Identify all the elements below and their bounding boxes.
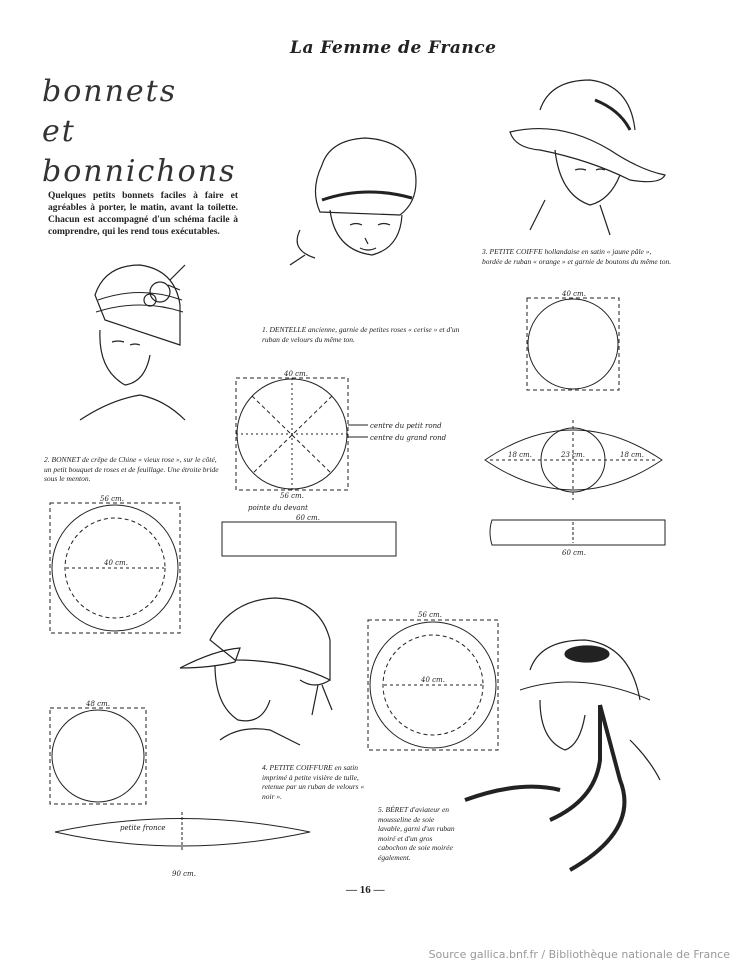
dim-23cm: 23 cm. — [561, 451, 585, 459]
source-credit: Source gallica.bnf.fr / Bibliothèque nationale de France — [428, 948, 730, 961]
pattern-1-band — [222, 522, 396, 556]
caption-3: 3. PETITE COIFFE hollandaise en satin « jaune pâle », bordée de ruban « orange » et garnie de boutons du même ton. — [482, 247, 672, 266]
intro-paragraph: Quelques petits bonnets faciles à faire et agréables à porter, le matin, avant la toilette. Chacun est accompagné d'un schéma facile à comprendre, qui les rend tous exécutables. — [48, 191, 238, 237]
annotation-gather: petite fronce — [120, 824, 166, 832]
dim-40cm-lace: 40 cm. — [284, 370, 308, 378]
annotation-centre-small: centre du petit rond — [370, 422, 442, 430]
title-line-3: bonnichons — [42, 154, 237, 189]
caption-1: 1. DENTELLE ancienne, garnie de petites roses « cerise » et d'un ruban de velours du même ton. — [262, 325, 460, 344]
masthead: La Femme de France — [290, 38, 497, 58]
pattern-1-lace-circle — [236, 378, 368, 490]
caption-2: 2. BONNET de crêpe de Chine « vieux rose », sur le côté, un petit bouquet de roses et de feuillage. Une étroite bride sous le menton. — [44, 455, 219, 483]
pattern-2-brim — [50, 503, 180, 633]
dim-56cm-brim: 56 cm. — [100, 495, 124, 503]
page-number: — 16 — — [346, 884, 385, 896]
figure-5-beret-illustration — [465, 640, 660, 870]
pattern-2-band — [55, 812, 310, 852]
dim-60cm-band: 60 cm. — [296, 514, 320, 522]
dim-40cm-pattern3: 40 cm. — [562, 290, 586, 298]
dim-18cm-right: 18 cm. — [620, 451, 644, 459]
figure-3-coiffe-illustration — [510, 80, 665, 235]
pattern-2-circle — [50, 708, 146, 804]
caption-5: 5. BÉRET d'aviateur en mousseline de soie lavable, garni d'un ruban moiré et d'un gros cabochon de soie moirée également. — [378, 805, 455, 862]
dim-18cm-left: 18 cm. — [508, 451, 532, 459]
caption-4: 4. PETITE COIFFURE en satin imprimé à petite visière de tulle, retenue par un ruban de velours « noir ». — [262, 763, 365, 801]
figure-4-coiffure-illustration — [180, 598, 332, 745]
pattern-3-band — [490, 520, 665, 545]
dim-56cm-pattern4: 56 cm. — [418, 611, 442, 619]
annotation-front-point: pointe du devant — [248, 504, 308, 512]
dim-48cm: 48 cm. — [86, 700, 110, 708]
annotation-centre-large: centre du grand rond — [370, 434, 447, 442]
dim-40cm-inner: 40 cm. — [104, 559, 128, 567]
figure-2-bonnet-illustration — [80, 265, 185, 420]
figure-1-lace-cap-illustration — [290, 138, 416, 265]
pattern-3-eye-shape — [485, 420, 662, 500]
title-line-2: et — [42, 114, 76, 149]
dim-40cm-pattern4: 40 cm. — [421, 676, 445, 684]
dim-90cm: 90 cm. — [172, 870, 196, 878]
dim-60cm-pattern3: 60 cm. — [562, 549, 586, 557]
pattern-4-brim — [368, 620, 498, 750]
title-line-1: bonnets — [42, 74, 178, 109]
dim-56cm-lace: 56 cm. — [280, 492, 304, 500]
pattern-3-circle — [527, 298, 619, 390]
